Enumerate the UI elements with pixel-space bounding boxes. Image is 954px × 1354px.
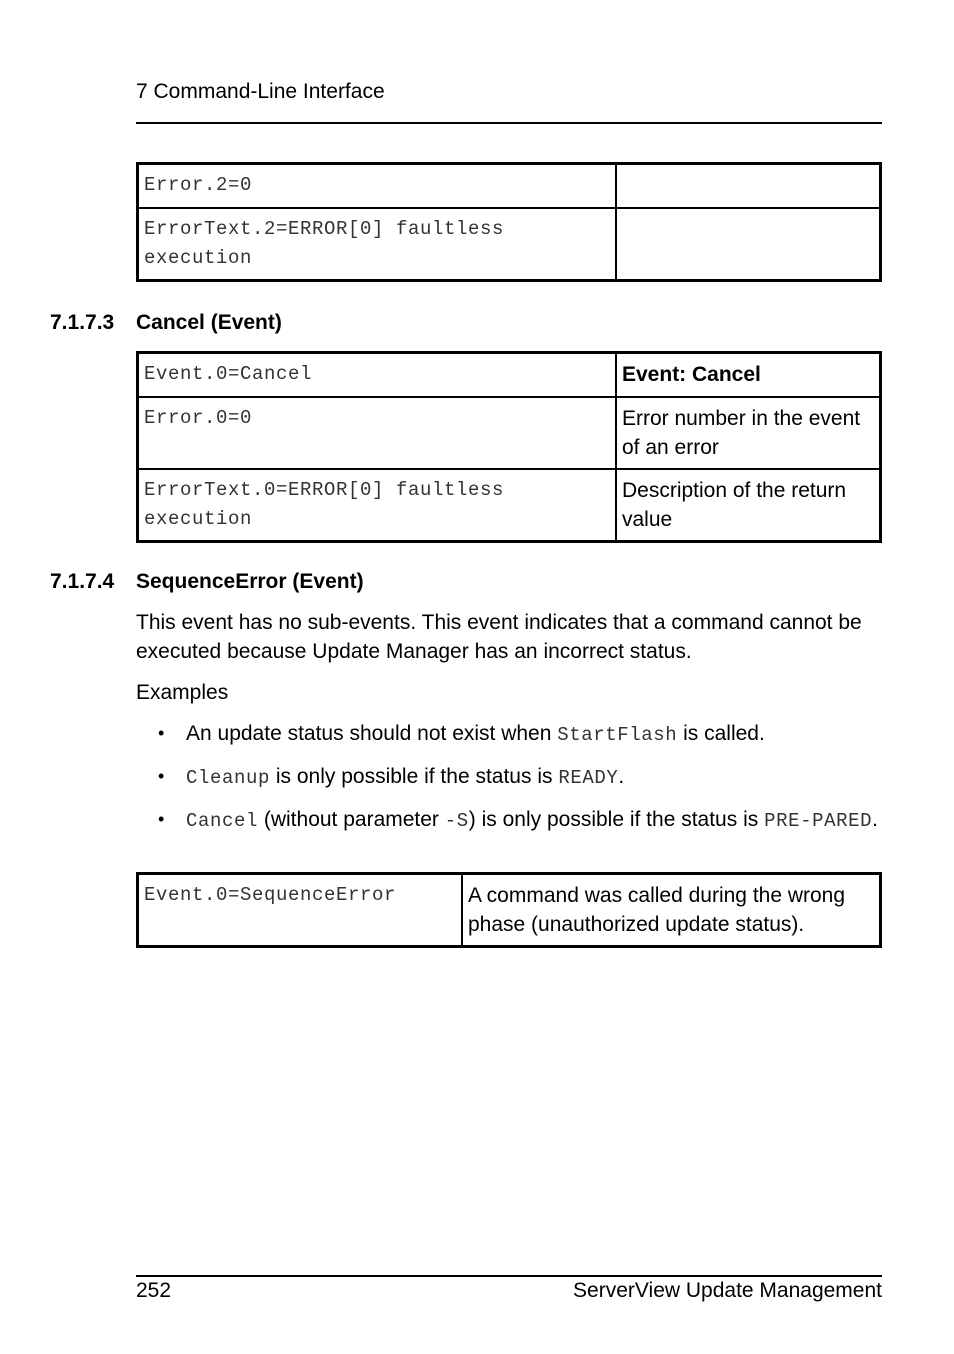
error-table-continued xyxy=(136,162,882,282)
bullet-text: . xyxy=(618,765,625,788)
table-cell-code: Event.0=Cancel xyxy=(138,353,617,398)
document-title: ServerView Update Management xyxy=(573,1279,882,1302)
bullet-text: is only possible if the status is xyxy=(270,765,559,788)
page-header xyxy=(136,80,882,124)
list-item xyxy=(136,719,882,750)
table-cell-desc xyxy=(616,208,881,281)
table-cell-code: ErrorText.0=ERROR[0] faultless execution xyxy=(138,469,617,542)
table-row xyxy=(138,353,881,398)
table-row xyxy=(138,874,881,947)
examples-label: Examples xyxy=(136,681,229,704)
table-row xyxy=(138,397,881,469)
list-item xyxy=(136,805,882,836)
bullet-code: -S xyxy=(444,810,469,832)
bullet-text: An update status should not exist when xyxy=(186,722,558,745)
section-intro: This event has no sub-events. This event indicates that a command cannot be executed because Update Manager has an incorrect status. xyxy=(136,611,862,663)
section-title: Cancel (Event) xyxy=(136,311,282,334)
table-cell-desc xyxy=(616,164,881,209)
bullet-text: ) is only possible if the status is xyxy=(468,808,765,831)
bullet-code: READY xyxy=(558,767,619,789)
bullet-text: (without parameter xyxy=(258,808,445,831)
examples-list xyxy=(136,719,882,848)
sequence-error-table xyxy=(136,872,882,948)
section-title: SequenceError (Event) xyxy=(136,570,364,593)
table-cell-desc: Event: Cancel xyxy=(616,353,881,398)
chapter-title: 7 Command-Line Interface xyxy=(136,80,385,103)
table-cell-desc: Description of the return value xyxy=(616,469,881,542)
bullet-code: Cleanup xyxy=(186,767,271,789)
table-cell-code: Error.2=0 xyxy=(138,164,617,209)
table-cell-desc: A command was called during the wrong phase (unauthorized update status). xyxy=(462,874,881,947)
bullet-text: . xyxy=(872,808,878,831)
list-item xyxy=(136,762,882,793)
bullet-text: is called. xyxy=(677,722,765,745)
bullet-code: StartFlash xyxy=(557,724,678,746)
table-row xyxy=(138,469,881,542)
page-number: 252 xyxy=(136,1279,172,1302)
section-number: 7.1.7.3 xyxy=(50,311,115,334)
table-cell-code: ErrorText.2=ERROR[0] faultless execution xyxy=(138,208,617,281)
table-cell-code: Event.0=SequenceError xyxy=(138,874,463,947)
table-cell-code: Error.0=0 xyxy=(138,397,617,469)
section-number: 7.1.7.4 xyxy=(50,570,115,593)
table-row xyxy=(138,164,881,209)
cancel-event-table xyxy=(136,351,882,543)
bullet-code: PRE-PARED xyxy=(764,810,873,832)
table-row xyxy=(138,208,881,281)
page-footer xyxy=(136,1275,882,1303)
table-cell-desc: Error number in the event of an error xyxy=(616,397,881,469)
bullet-code: Cancel xyxy=(186,810,259,832)
